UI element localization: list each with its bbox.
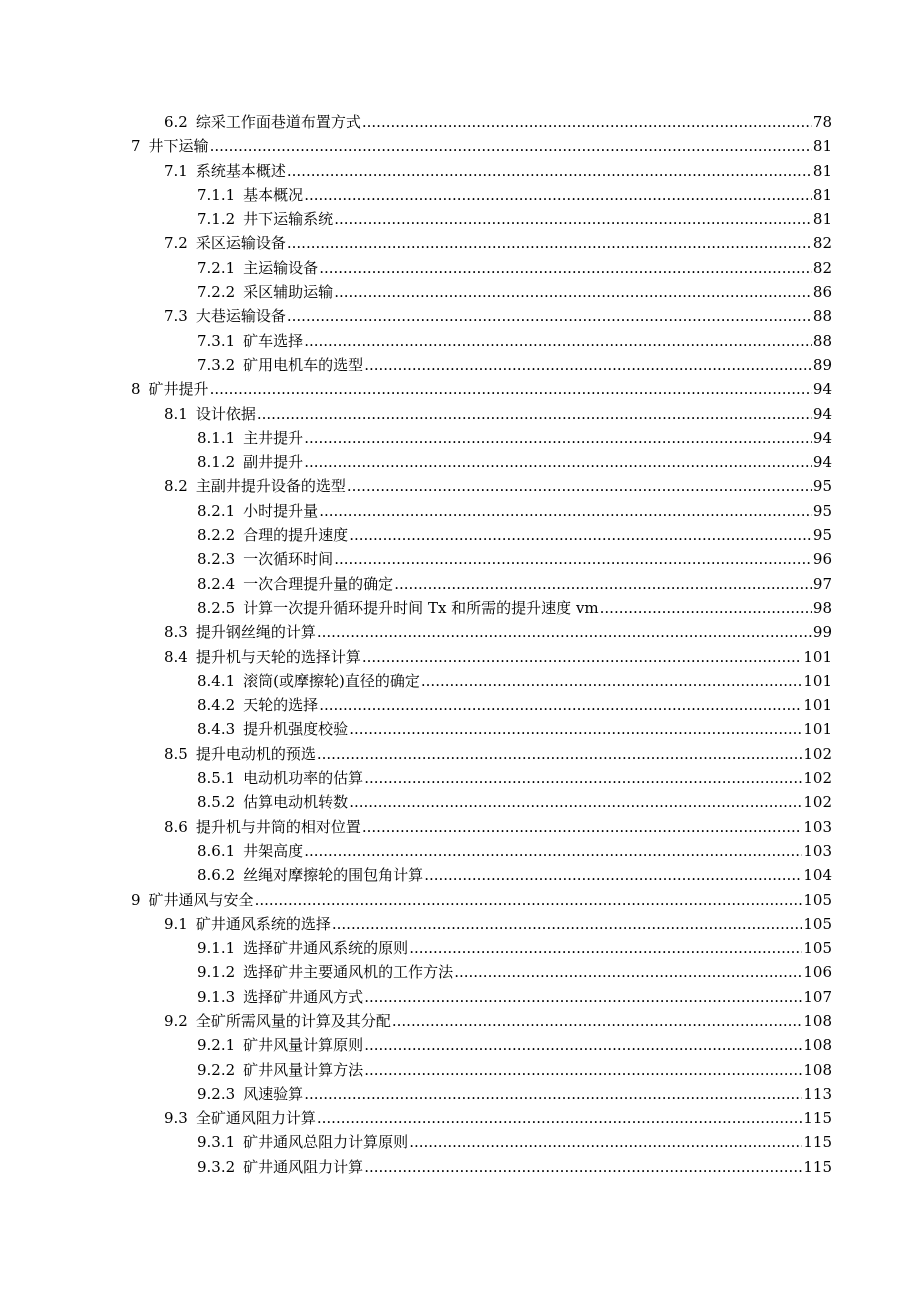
toc-entry-number: 9.1: [164, 914, 188, 933]
toc-entry-number: 7.1.1: [197, 185, 236, 204]
toc-dot-leader: [287, 231, 812, 255]
toc-dot-leader: [319, 693, 802, 717]
toc-entry-page: 88: [812, 331, 832, 350]
toc-entry-page: 86: [812, 283, 832, 302]
toc-dot-leader: [364, 1033, 802, 1057]
toc-entry[interactable]: [0, 1106, 920, 1130]
toc-entry-page: 81: [812, 161, 832, 180]
toc-entry-number: 8.5: [164, 744, 188, 763]
toc-entry-number: 8.5.2: [197, 793, 236, 812]
toc-entry-title: 主运输设备: [243, 258, 319, 277]
toc-dot-leader: [364, 1058, 802, 1082]
toc-entry-page: 101: [803, 647, 832, 666]
toc-entry-page: 96: [812, 550, 832, 569]
toc-entry[interactable]: [0, 1082, 920, 1106]
toc-entry-title: 矿车选择: [243, 331, 304, 350]
toc-entry[interactable]: [0, 790, 920, 814]
toc-dot-leader: [392, 1009, 802, 1033]
toc-entry-page: 105: [803, 890, 832, 909]
toc-entry-title: 主井提升: [243, 428, 304, 447]
toc-dot-leader: [334, 280, 812, 304]
toc-dot-leader: [304, 426, 812, 450]
toc-dot-leader: [317, 742, 802, 766]
toc-entry-title: 设计依据: [195, 404, 256, 423]
toc-entry[interactable]: [0, 474, 920, 498]
toc-dot-leader: [317, 1106, 802, 1130]
toc-entry-page: 115: [803, 1157, 832, 1176]
toc-entry-title: 基本概况: [243, 185, 304, 204]
toc-entry[interactable]: [0, 888, 920, 912]
toc-entry[interactable]: [0, 1033, 920, 1057]
toc-entry-page: 95: [812, 526, 832, 545]
toc-dot-leader: [349, 523, 812, 547]
toc-entry-page: 94: [812, 404, 832, 423]
toc-dot-leader: [255, 888, 803, 912]
toc-entry-title: 选择矿井通风系统的原则: [243, 939, 409, 958]
toc-dot-leader: [454, 960, 802, 984]
toc-entry-page: 95: [812, 501, 832, 520]
toc-entry-number: 8.6.2: [197, 866, 236, 885]
toc-entry-page: 88: [812, 307, 832, 326]
toc-entry-number: 7.2: [164, 234, 188, 253]
toc-entry-page: 115: [803, 1133, 832, 1152]
toc-entry-page: 82: [812, 234, 832, 253]
toc-dot-leader: [304, 329, 812, 353]
toc-dot-leader: [347, 474, 812, 498]
toc-dot-leader: [304, 183, 812, 207]
toc-entry-number: 7: [131, 137, 141, 156]
toc-entry[interactable]: [0, 304, 920, 328]
toc-entry-title: 提升机与天轮的选择计算: [195, 647, 361, 666]
toc-entry-title: 提升机强度校验: [243, 720, 349, 739]
toc-entry-page: 94: [812, 380, 832, 399]
toc-entry-page: 81: [812, 210, 832, 229]
toc-entry-number: 8.4.2: [197, 696, 236, 715]
toc-entry-title: 采区运输设备: [195, 234, 286, 253]
toc-entry-number: 9.3: [164, 1109, 188, 1128]
toc-dot-leader: [304, 839, 802, 863]
toc-entry[interactable]: [0, 620, 920, 644]
toc-dot-leader: [304, 1082, 802, 1106]
toc-entry-title: 矿井风量计算方法: [243, 1060, 364, 1079]
toc-entry[interactable]: [0, 547, 920, 571]
toc-dot-leader: [304, 450, 812, 474]
toc-entry[interactable]: [0, 402, 920, 426]
toc-entry[interactable]: [0, 523, 920, 547]
toc-entry[interactable]: [0, 231, 920, 255]
toc-entry-page: 81: [812, 185, 832, 204]
toc-entry-title: 选择矿井主要通风机的工作方法: [243, 963, 454, 982]
toc-dot-leader: [600, 596, 812, 620]
toc-dot-leader: [362, 645, 802, 669]
toc-entry-number: 8.2: [164, 477, 188, 496]
toc-entry-title: 一次合理提升量的确定: [243, 574, 394, 593]
toc-dot-leader: [210, 377, 812, 401]
toc-entry-number: 7.2.1: [197, 258, 236, 277]
toc-entry-number: 6.2: [164, 113, 188, 131]
toc-entry-number: 8: [131, 380, 141, 399]
toc-entry[interactable]: [0, 693, 920, 717]
toc-entry-title: 估算电动机转数: [243, 793, 349, 812]
toc-entry-number: 7.3.2: [197, 355, 236, 374]
toc-entry-title: 副井提升: [243, 453, 304, 472]
toc-entry-page: 102: [803, 769, 832, 788]
toc-entry-number: 9.2.2: [197, 1060, 236, 1079]
toc-entry-number: 7.3.1: [197, 331, 236, 350]
toc-dot-leader: [362, 110, 812, 134]
toc-entry-number: 7.3: [164, 307, 188, 326]
toc-entry-page: 94: [812, 428, 832, 447]
toc-entry-number: 9.1.3: [197, 987, 236, 1006]
toc-dot-leader: [364, 353, 812, 377]
toc-entry[interactable]: [0, 766, 920, 790]
toc-entry-number: 9.2: [164, 1011, 188, 1030]
toc-entry-title: 主副井提升设备的选型: [195, 477, 346, 496]
toc-entry-number: 9.1.1: [197, 939, 236, 958]
toc-entry-page: 104: [803, 866, 832, 885]
toc-entry-page: 99: [812, 623, 832, 642]
toc-entry-number: 8.1.1: [197, 428, 236, 447]
toc-entry-title: 滚筒(或摩擦轮)直径的确定: [243, 671, 420, 690]
toc-dot-leader: [421, 669, 802, 693]
toc-entry-page: 101: [803, 720, 832, 739]
toc-entry-title: 丝绳对摩擦轮的围包角计算: [243, 866, 424, 885]
toc-dot-leader: [319, 256, 812, 280]
toc-entry[interactable]: [0, 353, 920, 377]
toc-entry-number: 8.5.1: [197, 769, 236, 788]
toc-entry-number: 8.2.3: [197, 550, 236, 569]
toc-entry-page: 98: [812, 598, 832, 617]
toc-entry-page: 89: [812, 355, 832, 374]
toc-entry[interactable]: [0, 960, 920, 984]
toc-entry-page: 106: [803, 963, 832, 982]
toc-entry-title: 矿井通风阻力计算: [243, 1157, 364, 1176]
toc-entry[interactable]: [0, 183, 920, 207]
toc-entry[interactable]: [0, 329, 920, 353]
toc-entry[interactable]: [0, 912, 920, 936]
toc-entry-title: 井架高度: [243, 841, 304, 860]
toc-entry-page: 101: [803, 696, 832, 715]
toc-entry[interactable]: [0, 936, 920, 960]
toc-entry-title: 矿井提升: [148, 380, 209, 399]
toc-entry-page: 78: [812, 113, 832, 131]
toc-entry-page: 103: [803, 817, 832, 836]
toc-entry-title: 一次循环时间: [243, 550, 334, 569]
toc-entry-title: 矿用电机车的选型: [243, 355, 364, 374]
toc-dot-leader: [424, 863, 802, 887]
toc-entry[interactable]: [0, 110, 920, 134]
toc-entry-page: 94: [812, 453, 832, 472]
toc-entry[interactable]: [0, 256, 920, 280]
toc-entry-number: 9.1.2: [197, 963, 236, 982]
toc-dot-leader: [349, 790, 802, 814]
toc-entry-title: 电动机功率的估算: [243, 769, 364, 788]
toc-entry-number: 8.6: [164, 817, 188, 836]
toc-entry[interactable]: [0, 377, 920, 401]
toc-entry-title: 井下运输: [148, 137, 209, 156]
toc-entry[interactable]: [0, 717, 920, 741]
toc-entry-title: 矿井通风系统的选择: [195, 914, 331, 933]
toc-dot-leader: [287, 159, 812, 183]
toc-entry-number: 8.1.2: [197, 453, 236, 472]
toc-entry-page: 97: [812, 574, 832, 593]
toc-entry-title: 合理的提升速度: [243, 526, 349, 545]
toc-entry-page: 113: [803, 1084, 832, 1103]
toc-entry-page: 108: [803, 1011, 832, 1030]
toc-entry-page: 108: [803, 1060, 832, 1079]
toc-entry-title: 采区辅助运输: [243, 283, 334, 302]
toc-entry[interactable]: [0, 985, 920, 1009]
toc-entry-page: 102: [803, 744, 832, 763]
toc-entry-number: 8.2.1: [197, 501, 236, 520]
toc-entry[interactable]: [0, 280, 920, 304]
toc-dot-leader: [394, 572, 812, 596]
toc-dot-leader: [362, 815, 802, 839]
toc-entry-number: 8.6.1: [197, 841, 236, 860]
toc-dot-leader: [334, 207, 812, 231]
toc-entry-title: 系统基本概述: [195, 161, 286, 180]
toc-entry-page: 82: [812, 258, 832, 277]
toc-entry-page: 81: [812, 137, 832, 156]
toc-entry-title: 全矿通风阻力计算: [195, 1109, 316, 1128]
toc-entry-number: 8.2.4: [197, 574, 236, 593]
toc-entry-page: 105: [803, 939, 832, 958]
toc-entry-title: 矿井通风总阻力计算原则: [243, 1133, 409, 1152]
toc-entry-number: 9.2.3: [197, 1084, 236, 1103]
toc-entry-number: 8.1: [164, 404, 188, 423]
toc-dot-leader: [334, 547, 812, 571]
toc-entry-page: 101: [803, 671, 832, 690]
toc-entry-page: 102: [803, 793, 832, 812]
toc-dot-leader: [332, 912, 802, 936]
toc-entry-number: 9.2.1: [197, 1036, 236, 1055]
toc-entry[interactable]: [0, 742, 920, 766]
toc-entry-number: 8.3: [164, 623, 188, 642]
toc-entry-number: 9.3.2: [197, 1157, 236, 1176]
toc-entry[interactable]: [0, 669, 920, 693]
toc-entry[interactable]: [0, 426, 920, 450]
toc-entry[interactable]: [0, 159, 920, 183]
toc-entry-title: 提升机与井筒的相对位置: [195, 817, 361, 836]
toc-entry-number: 8.4.3: [197, 720, 236, 739]
toc-entry-number: 8.4: [164, 647, 188, 666]
toc-entry-page: 103: [803, 841, 832, 860]
toc-dot-leader: [210, 134, 812, 158]
toc-entry[interactable]: [0, 450, 920, 474]
toc-entry-title: 综采工作面巷道布置方式: [195, 113, 361, 131]
toc-entry-number: 7.2.2: [197, 283, 236, 302]
toc-dot-leader: [317, 620, 812, 644]
toc-entry-number: 7.1: [164, 161, 188, 180]
toc-entry-page: 115: [803, 1109, 832, 1128]
toc-dot-leader: [364, 766, 802, 790]
toc-entry-title: 全矿所需风量的计算及其分配: [195, 1011, 391, 1030]
toc-entry-title: 天轮的选择: [243, 696, 319, 715]
toc-entry-title: 矿井通风与安全: [148, 890, 254, 909]
toc-dot-leader: [319, 499, 812, 523]
toc-entry-title: 提升电动机的预选: [195, 744, 316, 763]
toc-entry[interactable]: [0, 1155, 920, 1179]
toc-entry-page: 108: [803, 1036, 832, 1055]
table-of-contents: [0, 110, 920, 1179]
toc-entry[interactable]: [0, 499, 920, 523]
toc-entry[interactable]: [0, 572, 920, 596]
toc-entry-page: 107: [803, 987, 832, 1006]
toc-entry[interactable]: [0, 863, 920, 887]
toc-entry[interactable]: [0, 134, 920, 158]
toc-dot-leader: [409, 1130, 802, 1154]
toc-entry-page: 95: [812, 477, 832, 496]
toc-entry-title: 选择矿井通风方式: [243, 987, 364, 1006]
toc-entry-number: 8.4.1: [197, 671, 236, 690]
toc-entry-title: 提升钢丝绳的计算: [195, 623, 316, 642]
toc-entry-title: 计算一次提升循环提升时间 Tx 和所需的提升速度 vm: [243, 598, 599, 617]
toc-entry-title: 矿井风量计算原则: [243, 1036, 364, 1055]
toc-entry[interactable]: [0, 815, 920, 839]
toc-entry-number: 9.3.1: [197, 1133, 236, 1152]
toc-entry[interactable]: [0, 1130, 920, 1154]
toc-entry-title: 井下运输系统: [243, 210, 334, 229]
toc-dot-leader: [349, 717, 802, 741]
toc-dot-leader: [409, 936, 802, 960]
toc-entry-number: 8.2.2: [197, 526, 236, 545]
toc-entry[interactable]: [0, 596, 920, 620]
toc-entry[interactable]: [0, 1058, 920, 1082]
toc-entry-number: 8.2.5: [197, 598, 236, 617]
toc-entry-title: 小时提升量: [243, 501, 319, 520]
toc-entry-number: 9: [131, 890, 141, 909]
toc-dot-leader: [364, 1155, 802, 1179]
toc-dot-leader: [257, 402, 812, 426]
toc-entry-number: 7.1.2: [197, 210, 236, 229]
toc-entry-page: 105: [803, 914, 832, 933]
toc-entry[interactable]: [0, 1009, 920, 1033]
toc-entry-title: 大巷运输设备: [195, 307, 286, 326]
toc-dot-leader: [364, 985, 802, 1009]
toc-entry[interactable]: [0, 207, 920, 231]
toc-entry[interactable]: [0, 645, 920, 669]
toc-entry-title: 风速验算: [243, 1084, 304, 1103]
toc-entry[interactable]: [0, 839, 920, 863]
toc-dot-leader: [287, 304, 812, 328]
